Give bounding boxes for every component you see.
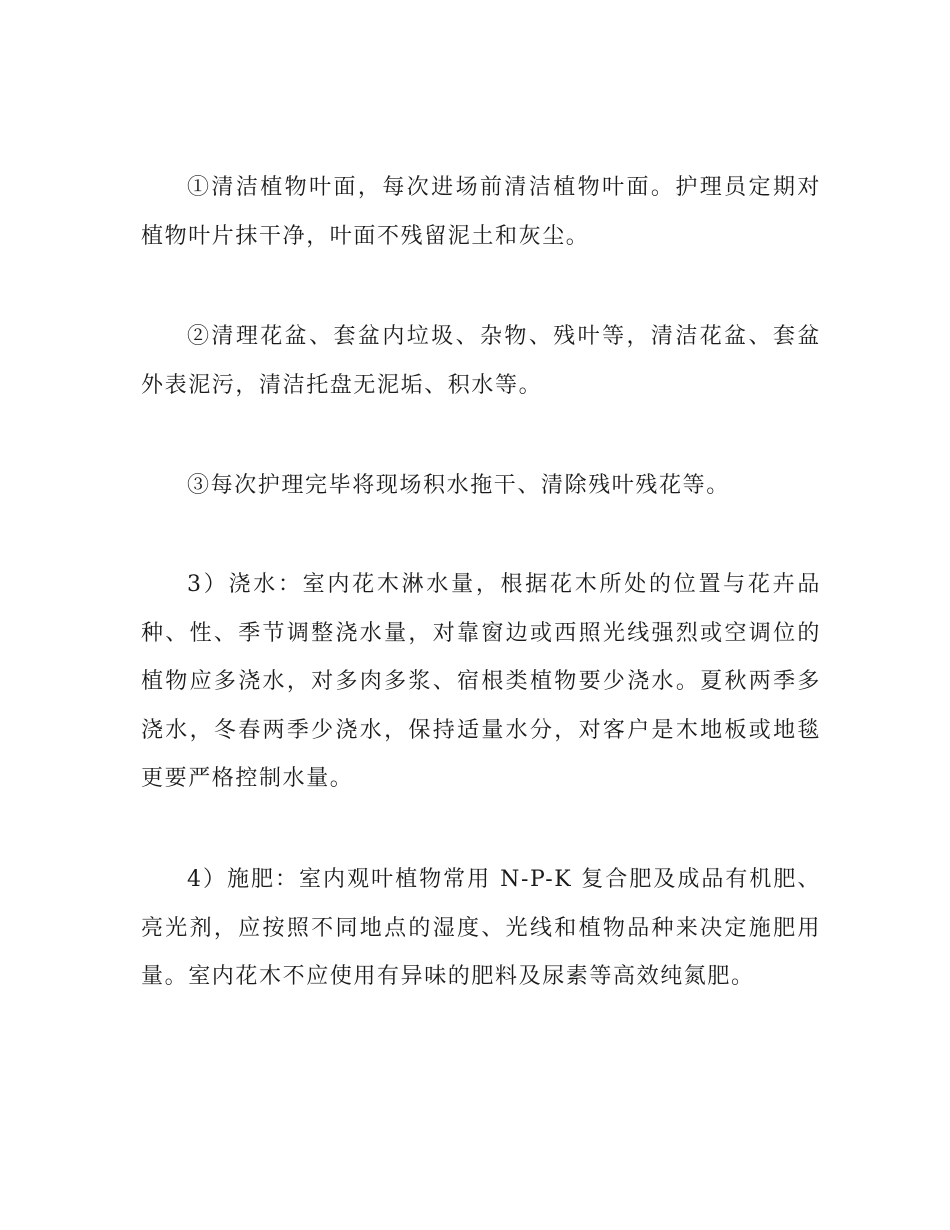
paragraph-clean-leaves: ①清洁植物叶面，每次进场前清洁植物叶面。护理员定期对植物叶片抹干净，叶面不残留泥土和灰尘。: [141, 175, 821, 249]
paragraph-fertilizing: 4）施肥：室内观叶植物常用 N-P-K 复合肥及成品有机肥、亮光剂，应按照不同地点的湿度、光线和植物品种来决定施肥用量。室内花木不应使用有异味的肥料及尿素等高效纯氮肥。: [141, 867, 821, 989]
paragraph-clean-site: ③每次护理完毕将现场积水拖干、清除残叶残花等。: [187, 473, 730, 498]
paragraph-clean-pots: ②清理花盆、套盆内垃圾、杂物、残叶等，清洁花盆、套盆外表泥污，清洁托盘无泥垢、积水等。: [141, 324, 821, 398]
paragraph-watering: 3）浇水：室内花木淋水量，根据花木所处的位置与花卉品种、性、季节调整浇水量，对靠窗边或西照光线强烈或空调位的植物应多浇水，对多肉多浆、宿根类植物要少浇水。夏秋两季多浇水，冬春两季少浇水，保持适量水分，对客户是木地板或地毯更要严格控制水量。: [141, 572, 821, 791]
